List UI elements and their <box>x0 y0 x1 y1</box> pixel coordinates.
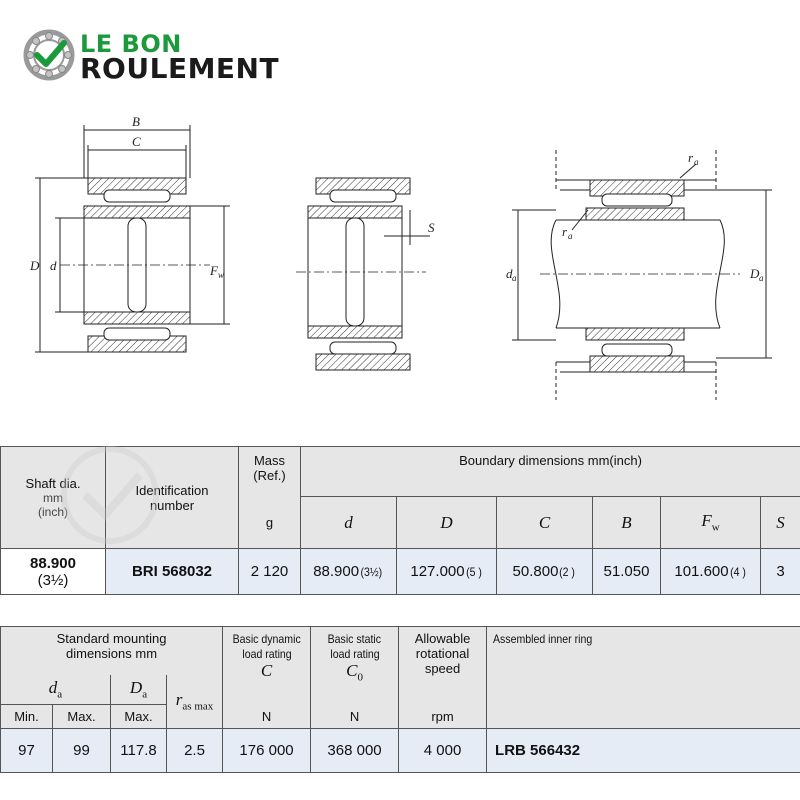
stat-symbol-sub: 0 <box>357 671 363 684</box>
label-ra-bottom: r <box>562 224 568 239</box>
dyn-text2: load rating <box>241 647 292 661</box>
speed-unit: rpm <box>399 705 487 729</box>
bearing-technical-drawing <box>0 110 800 410</box>
dyn-unit: N <box>223 705 311 729</box>
mounting-header <box>1 627 223 675</box>
boundary-header: Boundary dimensions mm(inch) <box>301 447 800 497</box>
dynamic-load-header <box>223 627 311 705</box>
C-value <box>497 549 593 595</box>
label-ra-top: r <box>688 150 694 165</box>
table-row <box>1 549 800 595</box>
mass-unit: g <box>239 497 301 549</box>
mass-header <box>239 447 301 497</box>
label-da: d <box>506 266 513 281</box>
stat-symbol: C <box>346 661 358 680</box>
dynamic-load-value: 176 000 <box>223 729 311 773</box>
brand-line1: LE BON <box>80 30 182 58</box>
ras-header <box>167 675 223 729</box>
table-row <box>1 729 800 773</box>
shaft-header-text: Shaft dia. <box>25 476 81 491</box>
d-inch: (3½) <box>360 565 383 579</box>
label-Da: D <box>750 266 760 281</box>
dyn-symbol: C <box>260 661 273 680</box>
Da-max-header: Max. <box>111 705 167 729</box>
ras-value: 2.5 <box>167 729 223 773</box>
Da-header <box>111 675 167 705</box>
col-d: d <box>301 497 397 549</box>
col-D: D <box>397 497 497 549</box>
Fw-inch: (4 ) <box>729 565 746 579</box>
mounting-header-text2: dimensions mm <box>66 646 158 661</box>
label-S: S <box>428 220 435 235</box>
id-header-text1: Identification <box>135 482 209 498</box>
bearing-mounting-view <box>512 150 772 400</box>
col-Fw-main: F <box>701 511 712 531</box>
boundary-dimensions-table <box>0 446 800 595</box>
col-S: S <box>761 497 800 549</box>
static-load-value: 368 000 <box>311 729 399 773</box>
da-symbol: d <box>48 678 58 698</box>
mass-header-text1: Mass <box>253 453 286 468</box>
stat-text1: Basic static <box>327 632 382 646</box>
D-value <box>397 549 497 595</box>
label-Fw-sub: w <box>218 270 225 280</box>
Fw-value <box>661 549 761 595</box>
brand-line2: ROULEMENT <box>80 52 280 85</box>
Fw-mm: 101.600 <box>674 563 729 580</box>
C-mm: 50.800 <box>512 563 559 580</box>
da-min-value: 97 <box>1 729 53 773</box>
inner-ring-header <box>487 627 800 729</box>
label-ra-top-sub: a <box>694 157 699 167</box>
inner-ring-header-text: Assembled inner ring <box>493 632 593 646</box>
da-header <box>1 675 111 705</box>
mounting-header-text1: Standard mounting <box>56 631 167 646</box>
shaft-unit-mm: mm <box>43 491 63 505</box>
da-max-header: Max. <box>53 705 111 729</box>
label-ra-bottom-sub: a <box>568 231 573 241</box>
ras-sub: as max <box>182 700 214 713</box>
label-B: B <box>132 114 140 129</box>
Da-max-value: 117.8 <box>111 729 167 773</box>
shaft-dia-header <box>1 447 106 549</box>
da-max-value: 99 <box>53 729 111 773</box>
speed-header <box>399 627 487 705</box>
shaft-inch-value: (3½) <box>37 571 69 589</box>
speed-text2: rotational <box>415 646 470 661</box>
d-mm: 88.900 <box>313 563 360 580</box>
Da-symbol: D <box>129 678 143 698</box>
identification-value: BRI 568032 <box>106 549 239 595</box>
static-load-header <box>311 627 399 705</box>
id-header-text2: number <box>149 497 195 513</box>
mass-value: 2 120 <box>239 549 301 595</box>
D-mm: 127.000 <box>410 563 465 580</box>
label-Fw: F <box>210 263 218 278</box>
stat-text2: load rating <box>329 647 380 661</box>
stat-unit: N <box>311 705 399 729</box>
inner-ring-value: LRB 566432 <box>487 729 800 773</box>
shaft-dia-value <box>1 549 106 595</box>
S-value: 3 <box>761 549 800 595</box>
identification-header <box>106 447 239 549</box>
B-value: 51.050 <box>593 549 661 595</box>
da-min-header: Min. <box>1 705 53 729</box>
speed-text1: Allowable <box>414 631 471 646</box>
ras-symbol: r <box>175 690 183 710</box>
col-Fw <box>661 497 761 549</box>
mounting-ratings-table <box>0 626 800 773</box>
label-D: D <box>30 258 40 273</box>
label-d: d <box>50 258 57 273</box>
bearing-section-view-2 <box>296 178 430 370</box>
d-value <box>301 549 397 595</box>
D-inch: (5 ) <box>465 565 482 579</box>
label-C: C <box>132 134 141 149</box>
speed-value: 4 000 <box>399 729 487 773</box>
bearing-check-icon <box>22 28 76 82</box>
shaft-unit-inch: (inch) <box>37 505 68 519</box>
Da-sub: a <box>142 688 148 701</box>
label-da-sub: a <box>512 273 517 283</box>
brand-logo <box>22 26 322 86</box>
speed-text3: speed <box>424 661 461 676</box>
bearing-section-view-1 <box>35 125 230 352</box>
da-sub: a <box>57 688 63 701</box>
col-C: C <box>497 497 593 549</box>
shaft-mm-value: 88.900 <box>30 554 76 572</box>
dyn-text1: Basic dynamic <box>232 632 301 646</box>
label-Da-sub: a <box>759 273 764 283</box>
col-Fw-sub: w <box>711 521 720 534</box>
col-B: B <box>593 497 661 549</box>
mass-header-text2: (Ref.) <box>253 468 286 483</box>
C-inch: (2 ) <box>559 565 576 579</box>
